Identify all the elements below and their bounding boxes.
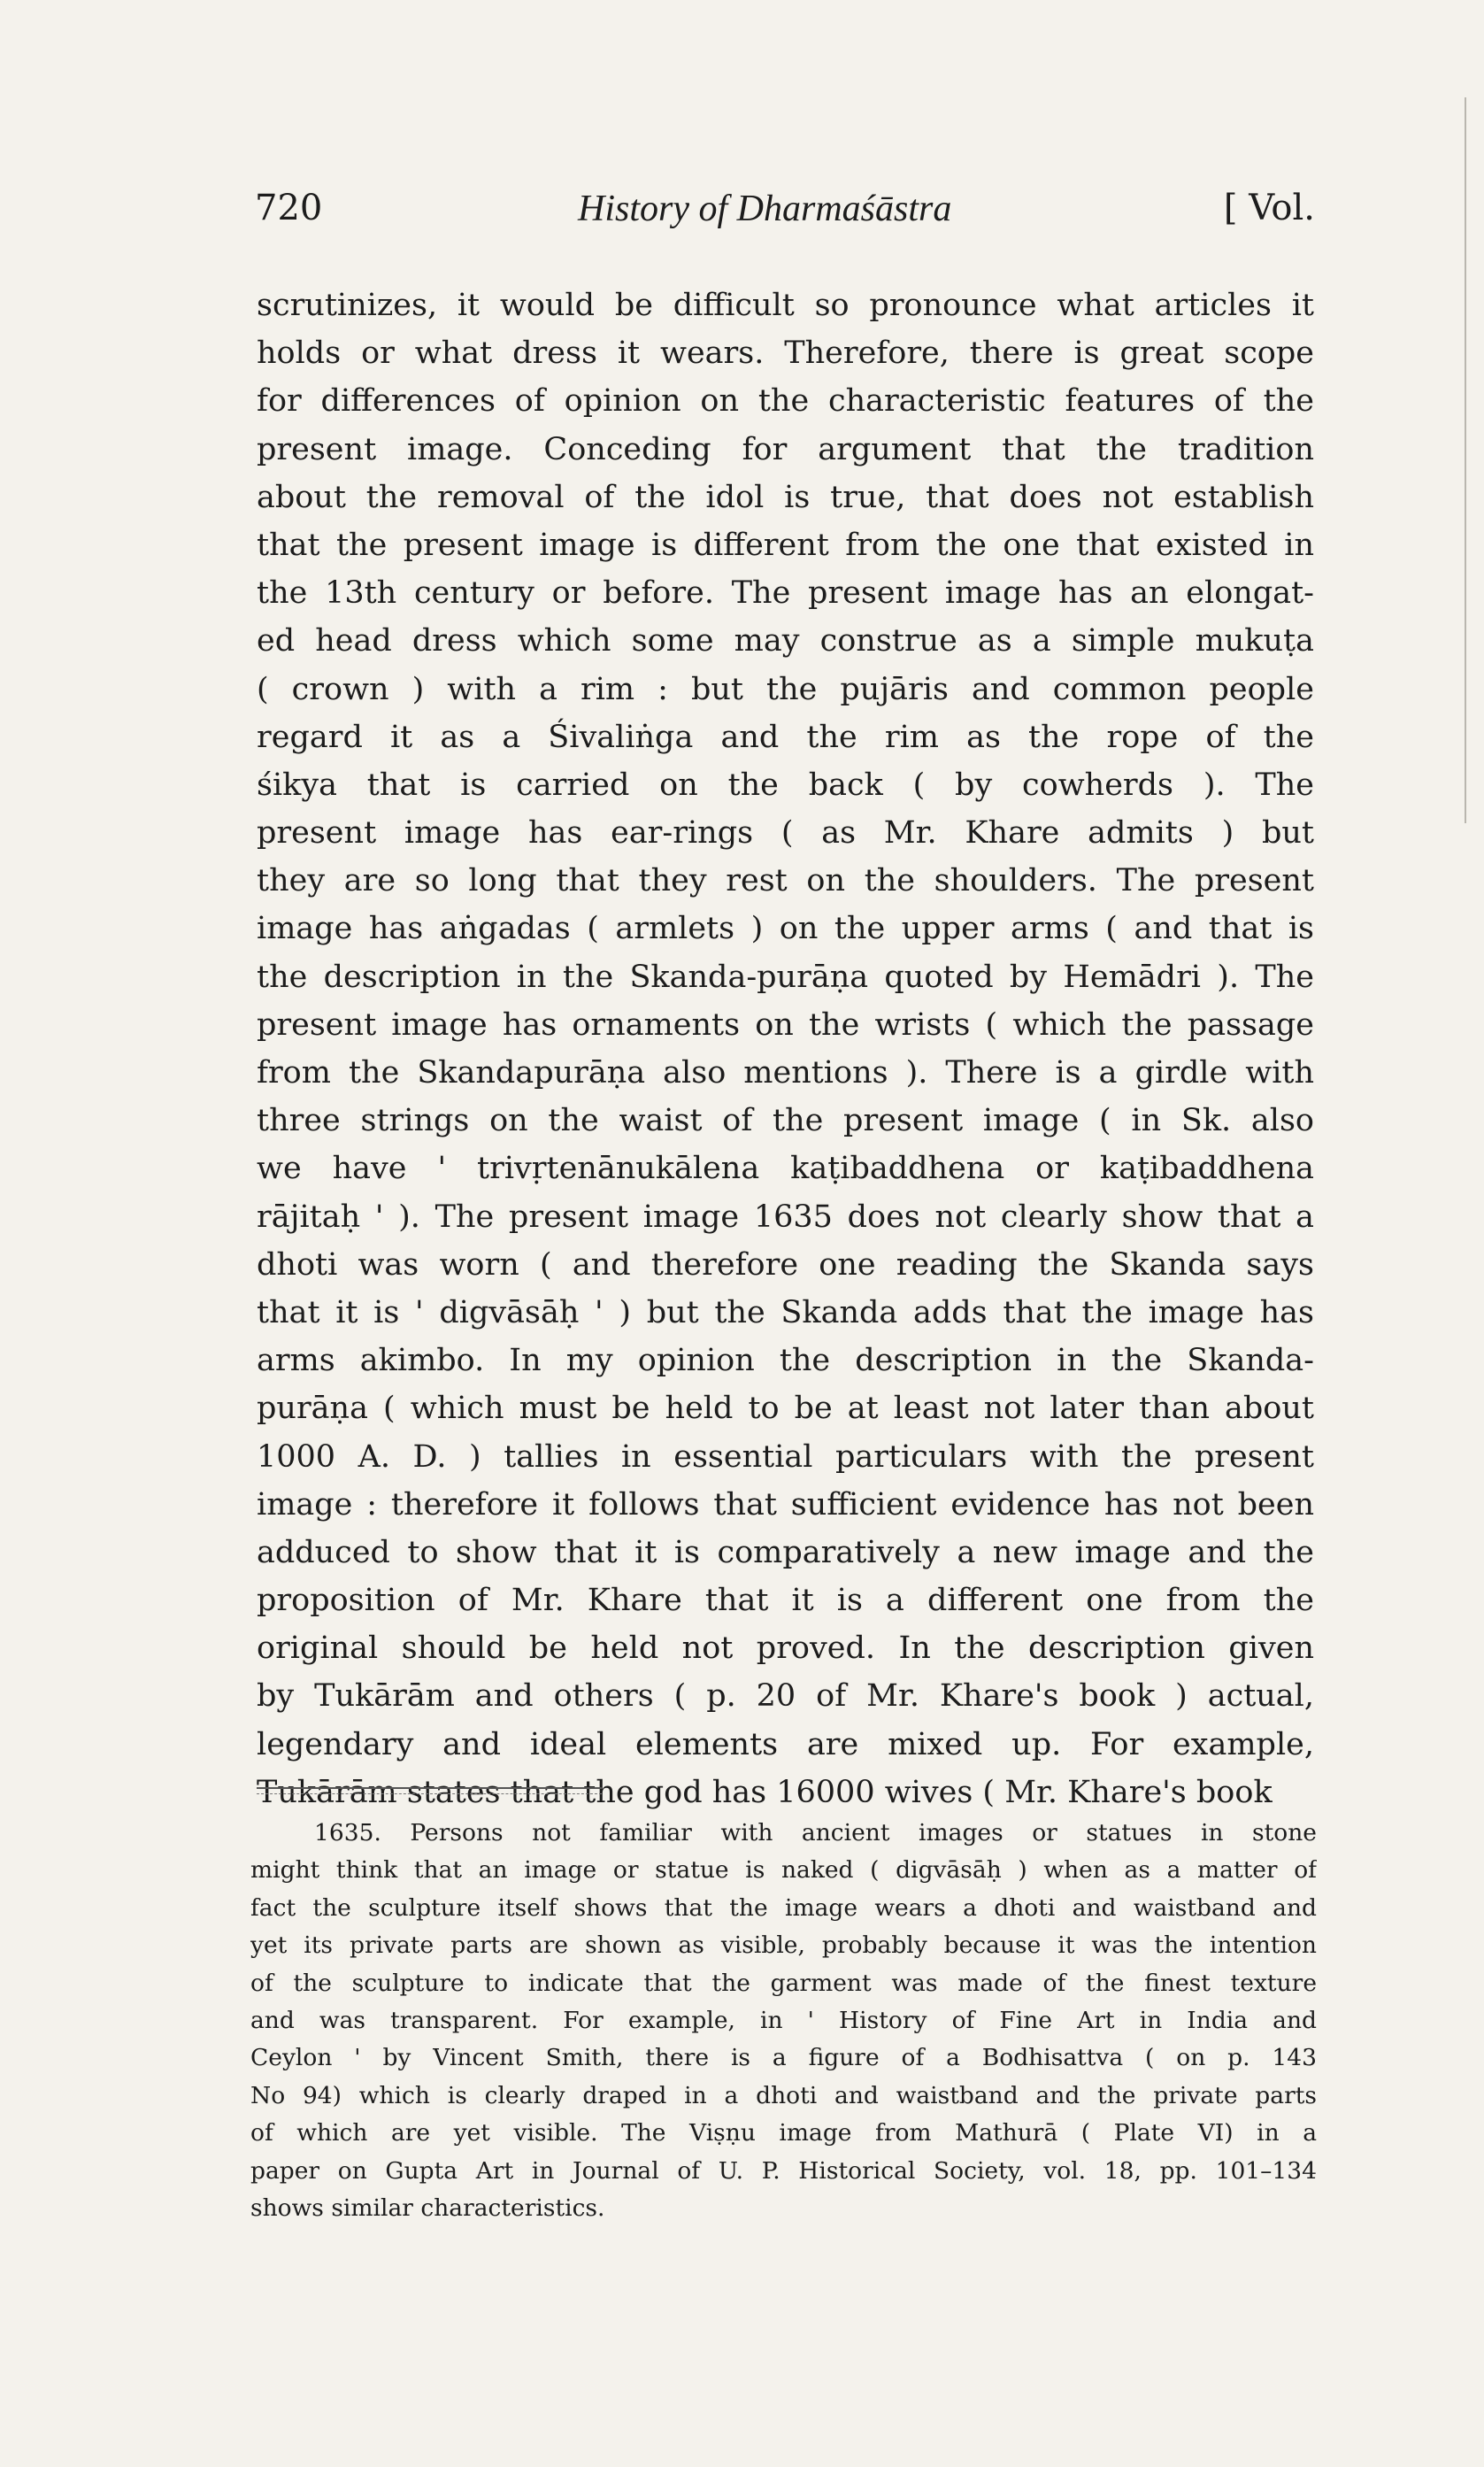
text-line: legendary and ideal elements are mixed up. For example, — [257, 1726, 1314, 1762]
volume-marker: [ Vol. — [1223, 188, 1315, 228]
running-title: History of Dharmaśāstra — [578, 189, 952, 229]
text-line: three strings on the waist of the present image ( in Sk. also — [257, 1103, 1314, 1139]
text-line: by Tukārām and others ( p. 20 of Mr. Khare's book ) actual, — [257, 1678, 1314, 1715]
text-line: we have ' trivṛtenānukālena kaṭibaddhena or kaṭibaddhena — [257, 1151, 1314, 1187]
text-line: present image has ornaments on the wrists ( which the passage — [257, 1006, 1314, 1043]
footnote-line: shows similar characteristics. — [250, 2193, 605, 2222]
running-header — [255, 188, 1315, 241]
text-line: 1000 A. D. ) tallies in essential particulars with the present — [257, 1438, 1314, 1475]
footnote-line: Ceylon ' by Vincent Smith, there is a figure of a Bodhisattva ( on p. 143 — [250, 2044, 1317, 2072]
footnote-line: of the sculpture to indicate that the garment was made of the finest texture — [250, 1969, 1317, 1997]
text-line: regard it as a Śivaliṅga and the rim as the rope of the — [257, 719, 1314, 755]
footnote-1635 — [250, 1815, 1317, 2227]
text-line: image has aṅgadas ( armlets ) on the upper arms ( and that is — [257, 911, 1314, 947]
page-number: 720 — [255, 188, 323, 228]
text-line: purāṇa ( which must be held to be at least not later than about — [257, 1391, 1314, 1427]
footnote-line: No 94) which is clearly draped in a dhoti and waistband and the private parts — [250, 2081, 1317, 2109]
text-line: ed head dress which some may construe as a simple mukuṭa — [257, 623, 1314, 659]
text-line: arms akimbo. In my opinion the description in the Skanda- — [257, 1343, 1314, 1379]
text-line: holds or what dress it wears. Therefore, there is great scope — [257, 335, 1314, 372]
text-line: dhoti was worn ( and therefore one reading the Skanda says — [257, 1246, 1314, 1283]
text-line: image : therefore it follows that sufficient evidence has not been — [257, 1486, 1314, 1523]
text-line: about the removal of the idol is true, that does not establish — [257, 479, 1314, 515]
footnote-line: of which are yet visible. The Viṣṇu image from Mathurā ( Plate VI) in a — [250, 2119, 1317, 2147]
text-line: they are so long that they rest on the shoulders. The present — [257, 863, 1314, 899]
footnote-separator-underline — [257, 1793, 602, 1794]
text-line: present image has ear-rings ( as Mr. Khare admits ) but — [257, 815, 1314, 852]
text-line: adduced to show that it is comparatively a new image and the — [257, 1534, 1314, 1570]
text-line: Tukārām states that the god has 16000 wives ( Mr. Khare's book — [257, 1774, 1273, 1810]
footnote-line: paper on Gupta Art in Journal of U. P. Historical Society, vol. 18, pp. 101–134 — [250, 2156, 1317, 2185]
footnote-line: might think that an image or statue is naked ( digvāsāḥ ) when as a matter of — [250, 1856, 1317, 1885]
text-line: proposition of Mr. Khare that it is a different one from the — [257, 1583, 1314, 1619]
text-line: original should be held not proved. In the description given — [257, 1631, 1314, 1667]
text-line: rājitaḥ ' ). The present image 1635 does not clearly show that a — [257, 1199, 1314, 1235]
text-line: that it is ' digvāsāḥ ' ) but the Skanda adds that the image has — [257, 1294, 1314, 1330]
footnote-line: 1635. Persons not familiar with ancient images or statues in stone — [314, 1819, 1317, 1846]
text-line: scrutinizes, it would be difficult so pronounce what articles it — [257, 288, 1314, 323]
text-line: the 13th century or before. The present image has an elongat- — [257, 575, 1314, 612]
text-line: present image. Conceding for argument that the tradition — [257, 431, 1314, 467]
footnote-separator — [257, 1787, 602, 1789]
footnote-line: fact the sculpture itself shows that the image wears a dhoti and waistband and — [250, 1893, 1317, 1922]
text-line: for differences of opinion on the characteristic features of the — [257, 383, 1314, 420]
page-edge-shadow — [1465, 97, 1466, 823]
footnote-line: and was transparent. For example, in ' History of Fine Art in India and — [250, 2006, 1317, 2034]
main-text — [257, 281, 1314, 1816]
text-line: the description in the Skanda-purāṇa quoted by Hemādri ). The — [257, 959, 1314, 995]
text-line: ( crown ) with a rim : but the pujāris and common people — [257, 671, 1314, 707]
footnote-line: yet its private parts are shown as visible, probably because it was the intention — [250, 1931, 1317, 1960]
text-line: from the Skandapurāṇa also mentions ). There is a girdle with — [257, 1055, 1314, 1091]
text-line: that the present image is different from the one that existed in — [257, 527, 1314, 563]
text-line: śikya that is carried on the back ( by cowherds ). The — [257, 767, 1314, 803]
